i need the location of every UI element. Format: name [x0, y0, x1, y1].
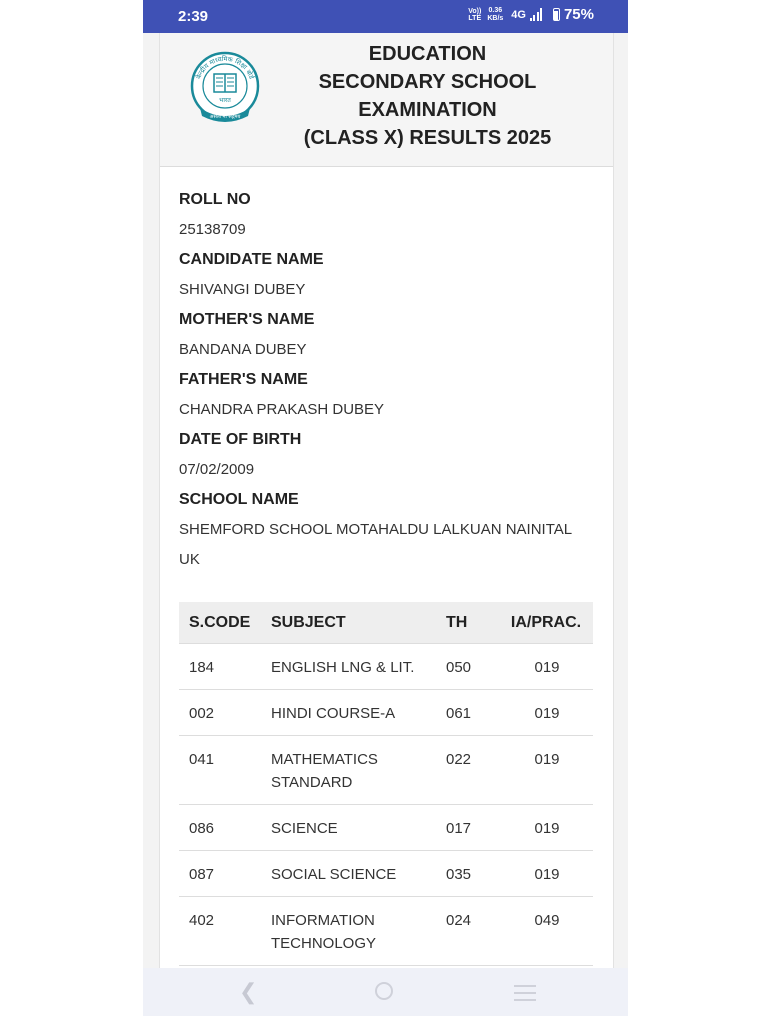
cell-ia: 019: [501, 644, 593, 690]
cell-ia: 019: [501, 851, 593, 897]
mother-name-label: MOTHER'S NAME: [179, 311, 315, 328]
mother-name-value: BANDANA DUBEY: [179, 341, 307, 358]
cell-scode: 041: [179, 736, 271, 805]
dob-label: DATE OF BIRTH: [179, 431, 302, 448]
result-header: [160, 33, 613, 167]
table-row: [179, 690, 593, 736]
cell-subject: MATHEMATICS STANDARD: [271, 736, 446, 805]
school-name-value: SHEMFORD SCHOOL MOTAHALDU LALKUAN NAINITAL UK: [179, 521, 572, 568]
candidate-name-label: CANDIDATE NAME: [179, 251, 324, 268]
logo-mid-text: भारत: [219, 97, 231, 104]
table-row: [179, 644, 593, 690]
cell-th: 061: [446, 690, 501, 736]
col-header-scode: S.CODE: [179, 602, 271, 644]
marks-table: [179, 602, 593, 966]
col-header-ia: IA/PRAC.: [501, 602, 593, 644]
cell-subject: HINDI COURSE-A: [271, 690, 446, 736]
signal-icon: [530, 8, 544, 21]
result-card: [159, 33, 614, 968]
cell-ia: 019: [501, 805, 593, 851]
network-speed: 0.36 KB/s: [487, 6, 504, 22]
system-nav-bar: [143, 968, 628, 1016]
status-bar: [143, 0, 628, 33]
col-header-subject: SUBJECT: [271, 602, 446, 644]
cell-subject: SOCIAL SCIENCE: [271, 851, 446, 897]
cell-scode: 002: [179, 690, 271, 736]
cell-scode: 087: [179, 851, 271, 897]
cell-ia: 049: [501, 897, 593, 966]
col-header-th: TH: [446, 602, 501, 644]
page-title: EDUCATION SECONDARY SCHOOL EXAMINATION (CLASS X) RESULTS 2025: [303, 43, 552, 149]
home-circle-icon[interactable]: [375, 982, 393, 1000]
table-row: [179, 805, 593, 851]
roll-no-label: ROLL NO: [179, 191, 251, 208]
marks-table-header: [179, 602, 593, 644]
recents-menu-icon[interactable]: [514, 985, 536, 1006]
father-name-value: CHANDRA PRAKASH DUBEY: [179, 401, 385, 418]
table-row: [179, 851, 593, 897]
father-name-label: FATHER'S NAME: [179, 371, 308, 388]
candidate-details: [179, 185, 599, 575]
cell-subject: SCIENCE: [271, 805, 446, 851]
cell-th: 024: [446, 897, 501, 966]
dob-value: 07/02/2009: [179, 461, 255, 478]
candidate-name-value: SHIVANGI DUBEY: [179, 281, 306, 298]
cell-scode: 086: [179, 805, 271, 851]
cell-subject: INFORMATION TECHNOLOGY: [271, 897, 446, 966]
school-name-label: SCHOOL NAME: [179, 491, 299, 508]
cell-scode: 184: [179, 644, 271, 690]
cell-subject: ENGLISH LNG & LIT.: [271, 644, 446, 690]
back-chevron-icon[interactable]: ❮: [239, 979, 258, 1004]
phone-screen: [143, 0, 628, 1016]
cell-scode: 402: [179, 897, 271, 966]
table-row: [179, 897, 593, 966]
table-row: [179, 736, 593, 805]
battery-percent: 75%: [563, 6, 594, 23]
network-type: 4G: [511, 8, 526, 21]
volte-icon: Vo)) LTE: [468, 7, 482, 22]
battery-icon: [553, 8, 560, 21]
status-time: 2:39: [178, 8, 209, 25]
cell-th: 050: [446, 644, 501, 690]
roll-no-value: 25138709: [179, 221, 246, 238]
cell-th: 022: [446, 736, 501, 805]
status-icons: [468, 6, 594, 23]
cell-ia: 019: [501, 736, 593, 805]
logo-arc-text: केन्द्रीय माध्यमिक शिक्षा बोर्ड: [194, 54, 256, 81]
board-emblem-icon: [190, 50, 260, 124]
cell-th: 035: [446, 851, 501, 897]
cell-th: 017: [446, 805, 501, 851]
cell-ia: 019: [501, 690, 593, 736]
logo-motto-text: असतो मा सद्गमय: [209, 114, 241, 120]
